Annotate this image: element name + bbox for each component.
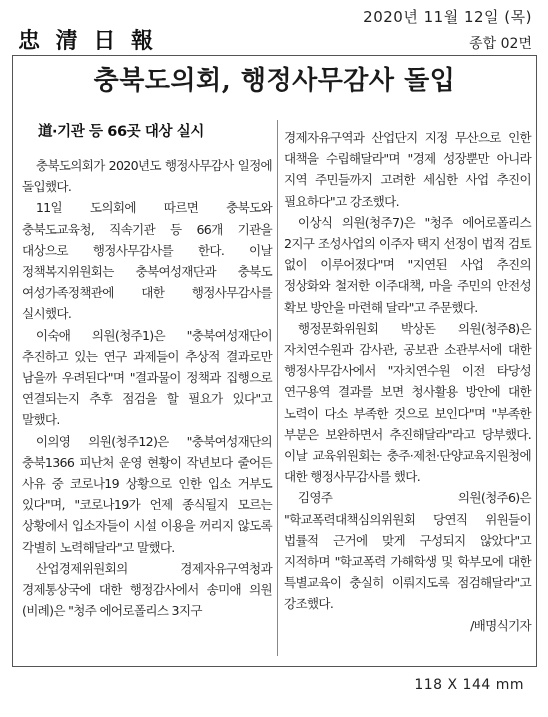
article-paragraph: 행정문화위원회 박상돈 의원(청주8)은 자치연수원과 감사관, 공보관 소관부서에 대한 행정사무감사에서 "자치연수원 이전 타당성 연구용역 결과를 보면 청사활용 방안에 대한 노력이 다소 부족한 것으로 보인다"며 "부족한 부분은 보완하면서 추진해달라"라고 당부했다. 이날 교육위원회는 충주·제천·단양교육지원청에 대한 행정사무감사를 했다.	[284, 320, 531, 485]
article-paragraph: 김영주 의원(청주6)은 "학교폭력대책심의위원회 당연직 위원들이 법률적 근거에 맞게 구성되지 않았다"고 지적하며 "학교폭력 가해학생 및 학부모에 대한 특별교육이 충실히 이뤄지도록 점검해달라"고 강조했다.	[284, 490, 531, 612]
article-paragraph: 11일 도의회에 따르면 충북도와 충북도교육청, 직속기관 등 66개 기관을 대상으로 행정사무감사를 한다. 이날 정책복지위원회는 충북여성재단과 충북도 여성가족정책관에 대한 행정사무감사를 실시했다.	[22, 200, 272, 322]
article-byline: /배명식기자	[470, 617, 531, 633]
article-paragraph: 산업경제위원회의 경제자유구역청과 경제통상국에 대한 행정감사에서 송미애 의원(비례)은 "청주 에어로폴리스 3지구	[22, 560, 272, 619]
article-frame	[12, 55, 537, 667]
publication-date: 2020년 11월 12일 (목)	[363, 8, 532, 26]
article-paragraph: 충북도의회가 2020년도 행정사무감사 일정에 돌입했다.	[22, 158, 272, 195]
article-subhead: 道·기관 등 66곳 대상 실시	[37, 124, 204, 140]
clipping-size: 118 X 144 mm	[414, 677, 524, 693]
newspaper-masthead: 忠 清 日 報	[18, 28, 157, 54]
article-paragraph: 이숙애 의원(청주1)은 "충북여성재단이 추진하고 있는 연구 과제들이 추상적 결과로만 남을까 우려된다"며 "결과물이 정책과 집행으로 연결되는지 추후 점검을 할 필요가 있다"고 말했다.	[22, 327, 272, 428]
section-page: 종합 02면	[469, 36, 532, 52]
article-paragraph: 이상식 의원(청주7)은 "청주 에어로폴리스 2지구 조성사업의 이주자 택지 선정이 법적 검토 없이 이루어졌다"며 "지연된 사업 추진의 정상화와 철저한 이주대책, 마을 주민의 안전성 확보 방안을 마련해 달라"고 주문했다.	[284, 214, 531, 315]
article-headline: 충북도의회, 행정사무감사 돌입	[93, 66, 456, 96]
article-paragraph: 경제자유구역과 산업단지 지정 무산으로 인한 대책을 수립해달라"며 "경제 성장뿐만 아니라 지역 주민들까지 고려한 세심한 사업 추진이 필요하다"고 강조했다.	[284, 130, 531, 209]
column-divider	[277, 120, 278, 656]
article-column-right	[284, 127, 531, 636]
article-paragraph: 이의영 의원(청주12)은 "충북여성재단의 충북1366 피난처 운영 현황이 작년보다 줄어든 사유 중 코로나19 상황으로 인한 입소 거부도 있다"며, "코로나19가 언제 종식될지 모르는 상황에서 입소자들이 시설 이용을 꺼리지 않도록 각별히 노력해달라"고 말했다.	[22, 433, 272, 555]
article-column-left	[22, 120, 272, 621]
